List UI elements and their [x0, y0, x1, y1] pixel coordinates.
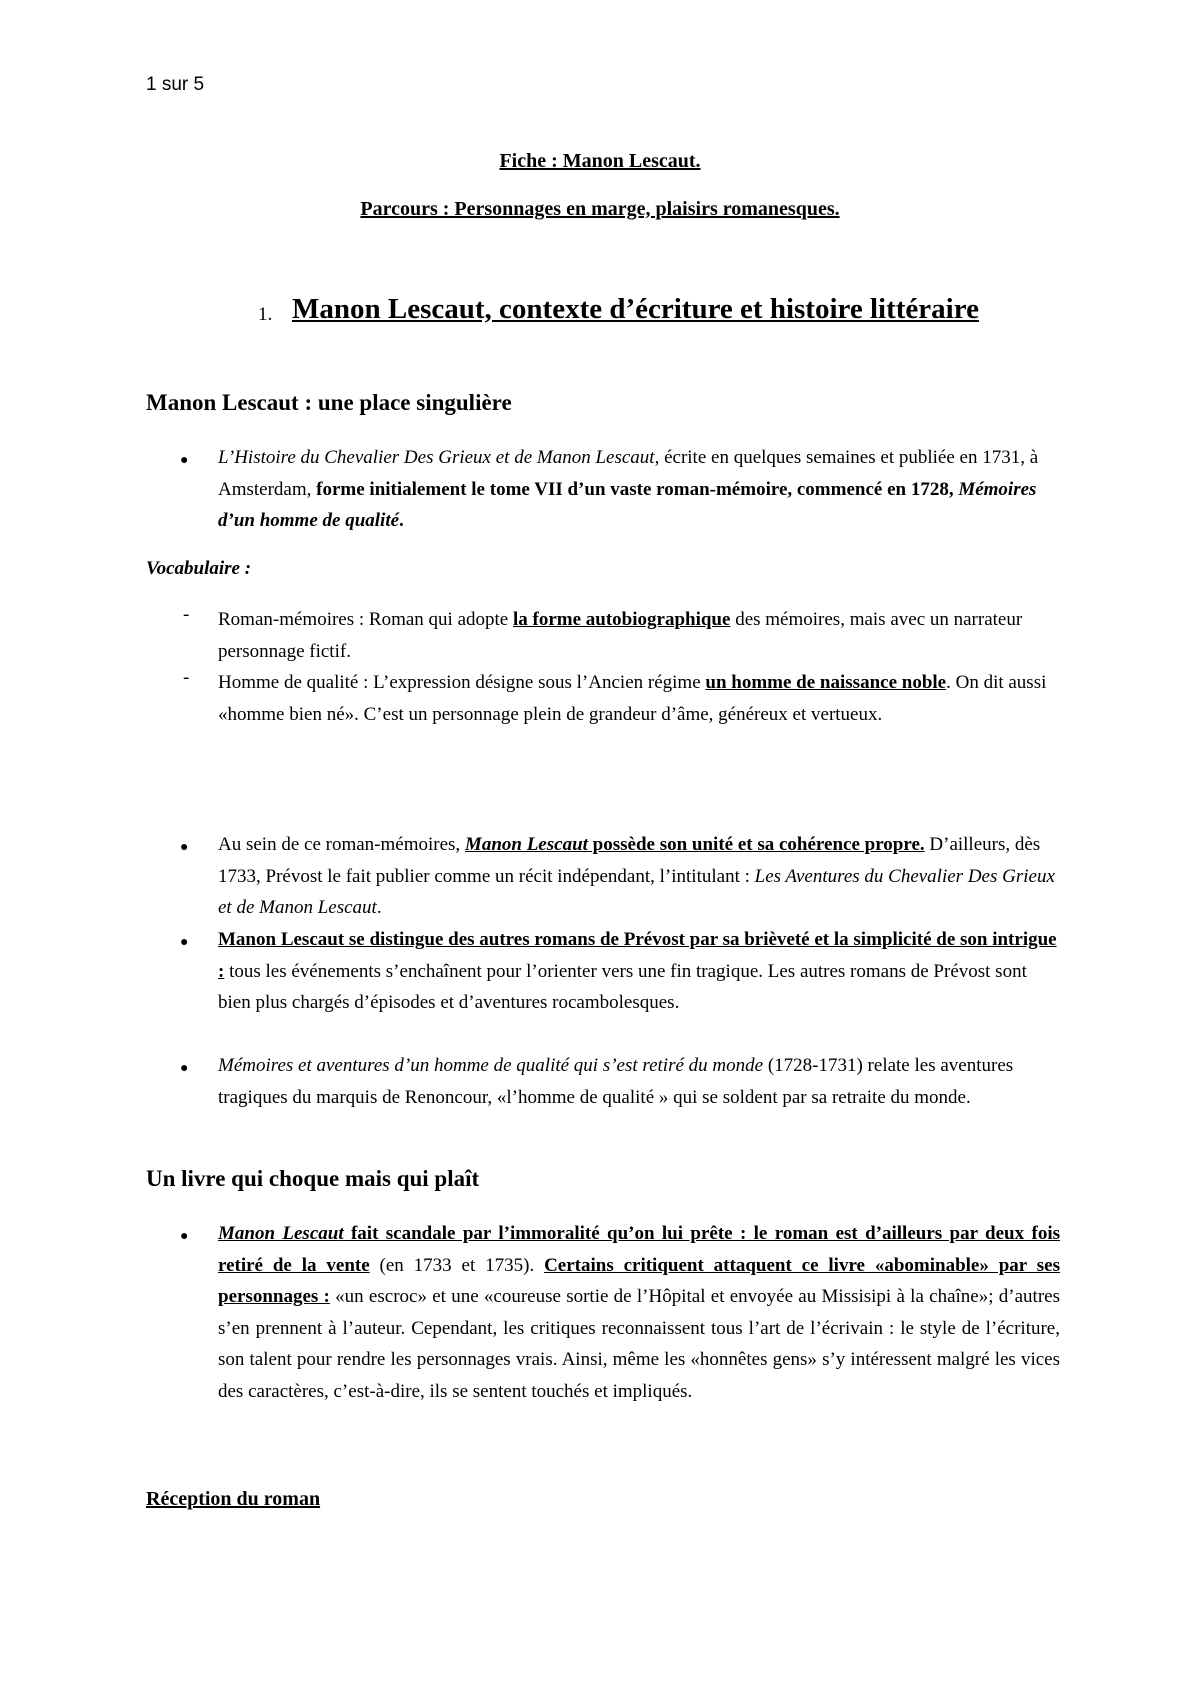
text-end: .: [376, 897, 382, 918]
text-end: «un escroc» et une «coureuse sortie de l’Hôpital et envoyée au Missisipi à la chaîne»; d’autres s’en prennent à l’auteur. Cependant, les critiques reconnaissent tous l’art de l’écrivain : le style de l’écriture, son talent pour rendre les personnages vrais. Ainsi, même les «honnêtes gens» s’y intéressent malgré les vices des caractères, c’est-à-dire, ils se sentent touchés et impliqués.: [218, 1286, 1060, 1402]
bullet-icon: ●: [180, 1229, 189, 1244]
text-end: des mémoires, mais avec un narrateur personnage fictif.: [218, 609, 1023, 662]
bullet-icon: ●: [180, 840, 189, 855]
section-title: Manon Lescaut, contexte d’écriture et histoire littéraire: [292, 293, 979, 325]
bold-underline-text: possède son unité et sa cohérence propre.: [587, 834, 925, 855]
paragraph-bullet-3: [218, 924, 1060, 1019]
paragraph-bullet-4: [218, 1050, 1060, 1113]
bold-underline-italic-text: Manon Lescaut: [464, 834, 588, 855]
text-end: .: [399, 510, 404, 531]
reception-heading: Réception du roman: [146, 1488, 321, 1510]
section-number: 1.: [258, 304, 273, 325]
bold-underline-text: Manon Lescaut se distingue des autres romans de Prévost par sa brièveté et la simplicité de son intrigue :: [218, 929, 1057, 982]
bold-underline-text: fait scandale par l’immoralité qu’on lui prête : le roman est d’ailleurs par deux fois retiré de la vente: [218, 1223, 1060, 1276]
subheading-livre-choque: Un livre qui choque mais qui plaît: [146, 1166, 480, 1191]
text-end: . On dit aussi «homme bien né». C’est un personnage plein de grandeur d’âme, généreux et vertueux.: [218, 672, 1047, 725]
bold-underline-text: la forme autobiographique: [512, 609, 731, 630]
bullet-icon: ●: [180, 935, 189, 950]
bold-underline-italic-text: Manon Lescaut: [218, 1223, 344, 1244]
bold-text: forme initialement le tome VII d’un vaste roman-mémoire, commencé en 1728,: [316, 478, 959, 500]
text: Roman-mémoires : Roman qui adopte: [218, 609, 513, 630]
page-number: 1 sur 5: [146, 74, 205, 95]
bold-underline-text: un homme de naissance noble: [705, 672, 947, 693]
text: Homme de qualité : L’expression désigne sous l’Ancien régime: [218, 672, 706, 693]
paragraph-bullet-2: [218, 829, 1060, 924]
italic-text: Les Aventures du Chevalier Des Grieux et de Manon Lescaut: [218, 865, 1055, 918]
paragraph-bullet-1: [218, 442, 1060, 537]
paragraph-scandale: [218, 1218, 1060, 1407]
bullet-icon: ●: [180, 453, 189, 468]
document-title: Fiche : Manon Lescaut.: [499, 150, 701, 172]
vocabulary-label: Vocabulaire :: [146, 558, 252, 579]
dash-marker: -: [183, 604, 190, 625]
subheading-place-singuliere: Manon Lescaut : une place singulière: [146, 390, 512, 415]
dash-marker: -: [183, 667, 190, 688]
text: , écrite en quelques semaines et publiée en 1731, à Amsterdam,: [218, 447, 1039, 500]
text-end: tous les événements s’enchaînent pour l’orienter vers une fin tragique. Les autres romans de Prévost sont bien plus chargés d’épisodes et d’aventures rocambolesques.: [218, 960, 1027, 1013]
text-end: (1728-1731) relate les aventures tragiques du marquis de Renoncour, «l’homme de qualité » qui se soldent par sa retraite du monde.: [218, 1055, 1014, 1108]
text-mid: (en 1733 et 1735).: [369, 1254, 545, 1276]
italic-text: Mémoires et aventures d’un homme de qualité qui s’est retiré du monde: [218, 1055, 764, 1076]
text-mid: D’ailleurs, dès 1733, Prévost le fait publier comme un récit indépendant, l’intitulant :: [218, 834, 1041, 887]
vocab-item-2: [218, 667, 1060, 730]
bold-italic-text: Mémoires d’un homme de qualité: [218, 478, 1037, 531]
bold-underline-text-2: Certains critiquent attaquent ce livre «abominable» par ses personnages :: [218, 1254, 1060, 1307]
book-title: L’Histoire du Chevalier Des Grieux et de Manon Lescaut: [218, 447, 655, 468]
vocab-item-1: [218, 604, 1060, 667]
text: Au sein de ce roman-mémoires,: [218, 834, 465, 855]
bullet-icon: ●: [180, 1061, 189, 1076]
document-subtitle: Parcours : Personnages en marge, plaisirs romanesques.: [360, 198, 840, 220]
